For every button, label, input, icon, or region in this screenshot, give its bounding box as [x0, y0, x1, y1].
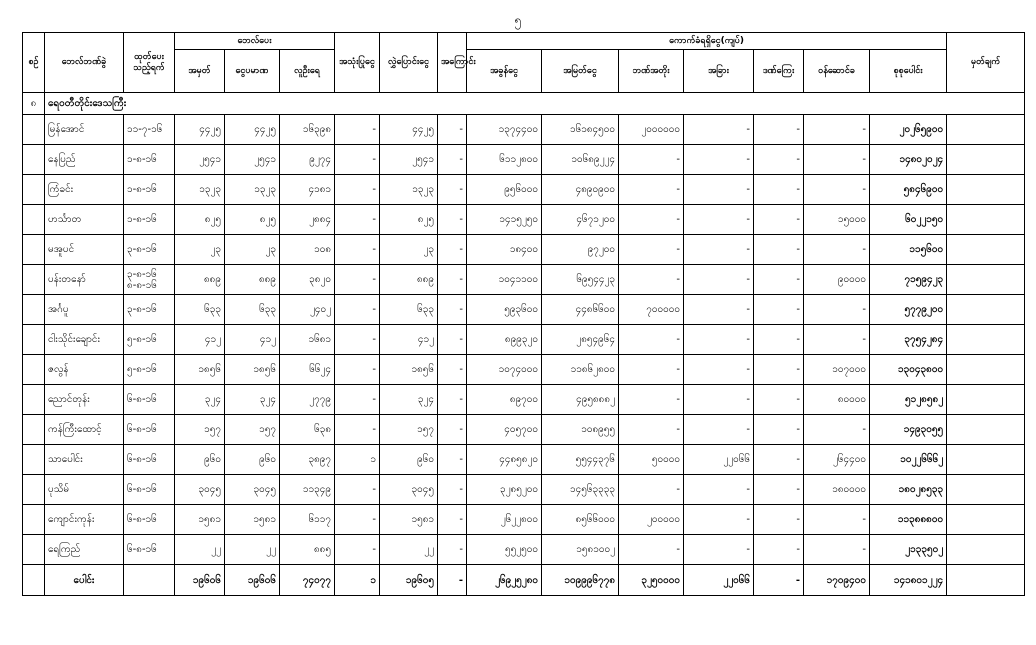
issue-date: ၆-၈-၁၆ — [124, 505, 175, 535]
cell-a4: - — [684, 325, 754, 355]
totals-a2: ၁၀၉၉၉၆၇၇၈ — [542, 565, 619, 596]
table-row — [23, 355, 1025, 385]
totals-row — [23, 565, 1025, 596]
cell-c1: ၈၂၅ — [175, 205, 225, 235]
header-total: စုစုပေါင်း — [870, 50, 947, 93]
totals-label: ပေါင်း — [45, 565, 124, 596]
cell-c3: ၁၀၈ — [280, 235, 335, 265]
cell-a4: - — [684, 535, 754, 565]
header-a2: အမြတ်ငွေ — [542, 50, 619, 93]
totals-a1: ၂၆၉၂၅၂၈၀ — [467, 565, 542, 596]
cell-a3: - — [619, 385, 684, 415]
cell-total: ၆၀၂၂၁၅၀ — [870, 205, 947, 235]
cell-c1: ၁၃၂၃ — [175, 175, 225, 205]
table-row — [23, 145, 1025, 175]
cell-c6: - — [438, 295, 467, 325]
cell-total: ၁၈၀၂၈၅၃၃ — [870, 475, 947, 505]
branch-name: ဟင်္သာတ — [45, 205, 124, 235]
cell-a6: - — [804, 145, 870, 175]
table-row — [23, 265, 1025, 295]
header-used-amt: အသုံးပြုငွေ — [335, 33, 380, 93]
cell-c1: ၂၂ — [175, 535, 225, 565]
cell-c5: ၈၈၉ — [380, 265, 438, 295]
cell-c5: ၁၈၅၆ — [380, 355, 438, 385]
cell-c1: ၂၅၄၁ — [175, 145, 225, 175]
issue-date: ၁-၈-၁၆ — [124, 145, 175, 175]
cell-c4: - — [335, 145, 380, 175]
cell-a5: - — [754, 415, 804, 445]
branch-name: ကန်ကြီးထောင့် — [45, 415, 124, 445]
cell-c1: ၄၄၂၅ — [175, 115, 225, 145]
issue-date: ၃-၈-၁၆ — [124, 295, 175, 325]
cell-c4: - — [335, 175, 380, 205]
cell-a6: ၁၈၀၀၀၀ — [804, 475, 870, 505]
cell-remark — [947, 535, 1025, 565]
cell-c2: ၁၃၂၃ — [225, 175, 280, 205]
issue-date: ၆-၈-၁၆ — [124, 535, 175, 565]
cell-remark — [947, 445, 1025, 475]
section-title: ရေဝတီတိုင်းဒေသကြီး — [45, 93, 1025, 115]
cell-a2: ၂၈၅၄၉၆၄ — [542, 325, 619, 355]
cell-c3: ၃၈၉၇ — [280, 445, 335, 475]
cell-c3: ၁၆၃၉၈ — [280, 115, 335, 145]
cell-c6: - — [438, 385, 467, 415]
cell-remark — [947, 145, 1025, 175]
table-row — [23, 235, 1025, 265]
cell-a2: ၁၁၈၆၂၈၀၀ — [542, 355, 619, 385]
cell-remark — [947, 235, 1025, 265]
header-branch: ဘေလ်ဘဏ်ခွဲ — [45, 33, 124, 93]
table-row — [23, 175, 1025, 205]
cell-a5: - — [754, 535, 804, 565]
branch-name: ဇလွန် — [45, 355, 124, 385]
cell-a3: - — [619, 175, 684, 205]
cell-c4: ၁ — [335, 445, 380, 475]
header-serial: စဉ် — [23, 33, 45, 93]
header-amounts-group: ကောက်ခံရရှိငွေ(ကျပ်) — [467, 33, 947, 50]
cell-total: ၅၁၂၈၅၈၂ — [870, 385, 947, 415]
issue-date: ၃-၈-၁၆ ၈-၈-၁၆ — [124, 265, 175, 295]
totals-a3: ၃၂၅၀၀၀၀ — [619, 565, 684, 596]
branch-name: ညောင်တုန်း — [45, 385, 124, 415]
cell-a2: ၁၀၆၈၉၂၂၄ — [542, 145, 619, 175]
header-a5: ဒဏ်ကြေး — [754, 50, 804, 93]
cell-c6: - — [438, 325, 467, 355]
cell-c5: ၄၄၂၅ — [380, 115, 438, 145]
table-row — [23, 505, 1025, 535]
cell-a5: - — [754, 205, 804, 235]
section-number: ၈ — [23, 93, 45, 115]
cell-c1: ၃၀၄၅ — [175, 475, 225, 505]
cell-c3: ၁၆၈၁ — [280, 325, 335, 355]
cell-c3: ၂၄၀၂ — [280, 295, 335, 325]
cell-a6: ၁၀၇၀၀၀ — [804, 355, 870, 385]
cell-a1: ၉၅၆၀၀၀ — [467, 175, 542, 205]
cell-a6: - — [804, 175, 870, 205]
cell-a6: - — [804, 295, 870, 325]
branch-name: နေပြည် — [45, 145, 124, 175]
cell-a4: - — [684, 415, 754, 445]
cell-c4: - — [335, 115, 380, 145]
cell-a6: - — [804, 535, 870, 565]
cell-a5: - — [754, 235, 804, 265]
cell-remark — [947, 475, 1025, 505]
cell-a1: ၅၉၃၆၀၀ — [467, 295, 542, 325]
cell-remark — [947, 265, 1025, 295]
cell-total: ၃၇၅၄၂၈၄ — [870, 325, 947, 355]
cell-a4: - — [684, 205, 754, 235]
cell-c2: ၄၁၂ — [225, 325, 280, 355]
cell-remark — [947, 415, 1025, 445]
cell-c4: - — [335, 505, 380, 535]
cell-c3: ၆၆၂၄ — [280, 355, 335, 385]
cell-a3: - — [619, 145, 684, 175]
branch-name: သာပေါင်း — [45, 445, 124, 475]
issue-date: ၆-၈-၁၆ — [124, 415, 175, 445]
cell-c3: ၄၁၈၁ — [280, 175, 335, 205]
cell-c6: - — [438, 505, 467, 535]
cell-c2: ၈၂၅ — [225, 205, 280, 235]
cell-a3: ၇၀၀၀၀၀ — [619, 295, 684, 325]
cell-c2: ၃၀၄၅ — [225, 475, 280, 505]
cell-c6: - — [438, 145, 467, 175]
header-row-1 — [23, 33, 1025, 50]
branch-name: မအူပင် — [45, 235, 124, 265]
cell-a3: ၂၀၀၀၀၀၀ — [619, 115, 684, 145]
cell-a2: ၄၉၅၈၈၈၂ — [542, 385, 619, 415]
cell-a6: - — [804, 505, 870, 535]
cell-a3: - — [619, 325, 684, 355]
totals-a6: ၁၇၀၉၄၀၀ — [804, 565, 870, 596]
cell-a4: ၂၂၀၆၆ — [684, 445, 754, 475]
issue-date: ၃-၈-၁၆ — [124, 235, 175, 265]
cell-a2: ၉၇၂၀၀ — [542, 235, 619, 265]
issue-date: ၁-၈-၁၆ — [124, 205, 175, 235]
cell-total: ၂၀၂၆၅၉၀၀ — [870, 115, 947, 145]
cell-a2: ၅၅၄၄၃၇၆ — [542, 445, 619, 475]
cell-a6: ၉၀၀၀၀ — [804, 265, 870, 295]
cell-a1: ၁၄၁၅၂၅၀ — [467, 205, 542, 235]
cell-c3: ၆၃၈ — [280, 415, 335, 445]
header-a6: ဝန်ဆောင်ခ — [804, 50, 870, 93]
cell-c1: ၆၃၃ — [175, 295, 225, 325]
cell-c4: - — [335, 355, 380, 385]
cell-c6: - — [438, 535, 467, 565]
header-bonds-amt: ငွေပမာဏ — [225, 50, 280, 93]
cell-a1: ၂၆၂၂၈၀၀ — [467, 505, 542, 535]
cell-a4: - — [684, 115, 754, 145]
branch-name: မြန်အောင် — [45, 115, 124, 145]
cell-c4: - — [335, 235, 380, 265]
cell-c2: ၆၃၃ — [225, 295, 280, 325]
cell-a1: ၈၉၉၃၂၀ — [467, 325, 542, 355]
cell-total: ၁၄၉၃၀၅၅ — [870, 415, 947, 445]
header-remark: မှတ်ချက် — [947, 33, 1025, 93]
issue-date: ၁-၈-၁၆ — [124, 175, 175, 205]
cell-c6: - — [438, 475, 467, 505]
branch-name: ကျောင်းကုန်း — [45, 505, 124, 535]
cell-c2: ၂၃ — [225, 235, 280, 265]
totals-c3: ၇၄၀၇၇ — [280, 565, 335, 596]
cell-c3: ၂၈၈၄ — [280, 205, 335, 235]
table-row — [23, 385, 1025, 415]
cell-c6: - — [438, 205, 467, 235]
cell-a2: ၁၄၅၆၃၃၃၃ — [542, 475, 619, 505]
cell-total: ၅၇၇၉၂၀၀ — [870, 295, 947, 325]
totals-remark — [947, 565, 1025, 596]
table-row — [23, 415, 1025, 445]
cell-a4: - — [684, 175, 754, 205]
cell-c6: - — [438, 175, 467, 205]
table-row — [23, 115, 1025, 145]
issue-date: ၆-၈-၁၆ — [124, 385, 175, 415]
cell-total: ၂၁၃၃၅၀၂ — [870, 535, 947, 565]
cell-c4: - — [335, 385, 380, 415]
cell-a5: - — [754, 325, 804, 355]
cell-c5: ၁၃၂၃ — [380, 175, 438, 205]
cell-c2: ၂၂ — [225, 535, 280, 565]
branch-name: အင်္ဂပူ — [45, 295, 124, 325]
cell-a3: ၅၀၀၀၀ — [619, 445, 684, 475]
branch-name: ပုသိမ် — [45, 475, 124, 505]
cell-a3: - — [619, 415, 684, 445]
cell-total: ၅၈၄၆၉၀၀ — [870, 175, 947, 205]
cell-a5: - — [754, 295, 804, 325]
cell-c2: ၈၈၉ — [225, 265, 280, 295]
cell-c5: ၂၃ — [380, 235, 438, 265]
cell-a4: - — [684, 475, 754, 505]
cell-total: ၁၁၅၆၀၀ — [870, 235, 947, 265]
totals-c2: ၁၉၆၀၆ — [225, 565, 280, 596]
header-bonds-people: လူဦးရေ — [280, 50, 335, 93]
cell-remark — [947, 505, 1025, 535]
totals-c6: - — [438, 565, 467, 596]
table-row — [23, 445, 1025, 475]
cell-a1: ၁၀၇၄၀၀၀ — [467, 355, 542, 385]
cell-a5: - — [754, 265, 804, 295]
cell-c5: ၃၂၄ — [380, 385, 438, 415]
cell-a4: - — [684, 355, 754, 385]
cell-c4: - — [335, 265, 380, 295]
cell-c6: - — [438, 235, 467, 265]
cell-total: ၇၁၅၉၄၂၃ — [870, 265, 947, 295]
cell-a5: - — [754, 355, 804, 385]
cell-a6: ၈၀၀၀၀ — [804, 385, 870, 415]
cell-a6: - — [804, 235, 870, 265]
cell-c3: ၁၁၃၄၉ — [280, 475, 335, 505]
cell-a4: - — [684, 235, 754, 265]
cell-c2: ၃၂၄ — [225, 385, 280, 415]
cell-c1: ၁၈၅၆ — [175, 355, 225, 385]
cell-remark — [947, 115, 1025, 145]
cell-a3: - — [619, 205, 684, 235]
cell-a1: ၈၉၇၀၀ — [467, 385, 542, 415]
header-issue-date: ထုတ်ပေးသည့်ရက် — [124, 33, 175, 93]
cell-c4: - — [335, 475, 380, 505]
cell-a3: - — [619, 535, 684, 565]
cell-c2: ၂၅၄၁ — [225, 145, 280, 175]
cell-a2: ၈၅၆၆၀၀၀ — [542, 505, 619, 535]
cell-a4: - — [684, 505, 754, 535]
issue-date: ၆-၈-၁၆ — [124, 475, 175, 505]
cell-a6: - — [804, 115, 870, 145]
cell-a6: - — [804, 325, 870, 355]
totals-grand: ၁၄၁၈၀၁၂၂၄ — [870, 565, 947, 596]
cell-remark — [947, 355, 1025, 385]
cell-remark — [947, 295, 1025, 325]
header-a4: အခြား — [684, 50, 754, 93]
cell-c3: ၆၁၁၇ — [280, 505, 335, 535]
cell-c3: ၈၈၅ — [280, 535, 335, 565]
header-reason: အကြောင်း — [438, 33, 467, 93]
cell-total: ၁၁၃၈၈၈၀၀ — [870, 505, 947, 535]
cell-a1: ၄၄၈၅၈၂၀ — [467, 445, 542, 475]
cell-a2: ၆၉၅၄၄၂၃ — [542, 265, 619, 295]
issue-date: ၅-၈-၁၆ — [124, 325, 175, 355]
cell-remark — [947, 175, 1025, 205]
table-row — [23, 205, 1025, 235]
cell-c4: - — [335, 205, 380, 235]
cell-a5: - — [754, 115, 804, 145]
cell-c6: - — [438, 355, 467, 385]
cell-c5: ၂၂ — [380, 535, 438, 565]
cell-a6: - — [804, 415, 870, 445]
cell-c4: - — [335, 415, 380, 445]
cell-c1: ၄၁၂ — [175, 325, 225, 355]
cell-c4: - — [335, 295, 380, 325]
cell-a2: ၁၅၈၁၀၀၂ — [542, 535, 619, 565]
cell-c6: - — [438, 265, 467, 295]
page-number: ၅ — [514, 13, 522, 27]
cell-c5: ၉၆၀ — [380, 445, 438, 475]
cell-a5: - — [754, 475, 804, 505]
cell-c5: ၄၁၂ — [380, 325, 438, 355]
cell-a4: - — [684, 265, 754, 295]
cell-a6: ၁၅၀၀၀ — [804, 205, 870, 235]
cell-c5: ၈၂၅ — [380, 205, 438, 235]
cell-c1: ၉၆၀ — [175, 445, 225, 475]
cell-c5: ၁၅၇ — [380, 415, 438, 445]
cell-a3: - — [619, 265, 684, 295]
cell-a1: ၆၁၁၂၈၀၀ — [467, 145, 542, 175]
cell-total: ၁၄၈၀၂၀၂၄ — [870, 145, 947, 175]
cell-a1: ၁၃၇၄၄၀၀ — [467, 115, 542, 145]
branch-name: ရေကြည် — [45, 535, 124, 565]
header-a3: ဘဏ်အတိုး — [619, 50, 684, 93]
cell-c6: - — [438, 445, 467, 475]
cell-a1: ၃၂၈၅၂၀၀ — [467, 475, 542, 505]
cell-c1: ၁၅၈၁ — [175, 505, 225, 535]
cell-a5: - — [754, 445, 804, 475]
cell-c2: ၁၅၇ — [225, 415, 280, 445]
cell-c4: - — [335, 535, 380, 565]
revenue-table — [22, 32, 1025, 596]
issue-date: ၆-၈-၁၆ — [124, 445, 175, 475]
cell-a3: - — [619, 355, 684, 385]
issue-date: ၁၁-၇-၁၆ — [124, 115, 175, 145]
cell-c3: ၂၇၇၉ — [280, 385, 335, 415]
totals-c5: ၁၉၆၀၅ — [380, 565, 438, 596]
cell-c1: ၃၂၄ — [175, 385, 225, 415]
cell-a2: ၄၆၇၁၂၀၀ — [542, 205, 619, 235]
cell-c1: ၁၅၇ — [175, 415, 225, 445]
cell-c5: ၃၀၄၅ — [380, 475, 438, 505]
cell-c5: ၆၃၃ — [380, 295, 438, 325]
cell-a6: ၂၆၄၄၀၀ — [804, 445, 870, 475]
header-bonds-no: အမှတ် — [175, 50, 225, 93]
branch-name: ပန်းတနော် — [45, 265, 124, 295]
cell-c3: ၉၂၇၄ — [280, 145, 335, 175]
cell-c2: ၁၈၅၆ — [225, 355, 280, 385]
cell-c5: ၁၅၈၁ — [380, 505, 438, 535]
totals-a5: - — [754, 565, 804, 596]
cell-c1: ၈၈၉ — [175, 265, 225, 295]
totals-a4: ၂၂၀၆၆ — [684, 565, 754, 596]
cell-remark — [947, 205, 1025, 235]
branch-name: ကြံခင်း — [45, 175, 124, 205]
cell-a4: - — [684, 295, 754, 325]
cell-remark — [947, 385, 1025, 415]
cell-c3: ၃၈၂၀ — [280, 265, 335, 295]
cell-c5: ၂၅၄၁ — [380, 145, 438, 175]
cell-c4: - — [335, 325, 380, 355]
cell-a5: - — [754, 145, 804, 175]
cell-a4: - — [684, 385, 754, 415]
cell-a2: ၄၈၉၀၉၀၀ — [542, 175, 619, 205]
cell-a5: - — [754, 385, 804, 415]
header-bonds-group: ဘေလ်ပေး — [175, 33, 335, 50]
cell-c2: ၄၄၂၅ — [225, 115, 280, 145]
totals-c1: ၁၉၆၀၆ — [175, 565, 225, 596]
cell-a5: - — [754, 175, 804, 205]
cell-c2: ၁၅၈၁ — [225, 505, 280, 535]
cell-c1: ၂၃ — [175, 235, 225, 265]
cell-a1: ၅၅၂၅၀၀ — [467, 535, 542, 565]
branch-name: ငါးသိုင်းချောင်း — [45, 325, 124, 355]
cell-c6: - — [438, 115, 467, 145]
cell-a2: ၁၀၈၉၅၅ — [542, 415, 619, 445]
cell-total: ၁၃၀၄၃၈၀၀ — [870, 355, 947, 385]
table-row — [23, 325, 1025, 355]
cell-remark — [947, 325, 1025, 355]
cell-a3: - — [619, 475, 684, 505]
table-row — [23, 295, 1025, 325]
cell-a1: ၄၀၅၇၀၀ — [467, 415, 542, 445]
cell-a3: - — [619, 235, 684, 265]
section-row — [23, 93, 1025, 115]
table-row — [23, 475, 1025, 505]
table-row — [23, 535, 1025, 565]
cell-a1: ၁၈၄၀၀ — [467, 235, 542, 265]
cell-a5: - — [754, 505, 804, 535]
header-a1: အခွန်ငွေ — [467, 50, 542, 93]
cell-a2: ၁၆၁၈၄၅၀၀ — [542, 115, 619, 145]
header-transfer-amt: လွှဲပြောင်းငွေ — [380, 33, 438, 93]
cell-a3: ၂၀၀၀၀၀ — [619, 505, 684, 535]
cell-total: ၁၀၂၂၆၆၆၂ — [870, 445, 947, 475]
issue-date: ၅-၈-၁၆ — [124, 355, 175, 385]
cell-a2: ၄၄၈၆၆၀၀ — [542, 295, 619, 325]
cell-a4: - — [684, 145, 754, 175]
cell-c2: ၉၆၀ — [225, 445, 280, 475]
cell-a1: ၁၀၄၁၁၀၀ — [467, 265, 542, 295]
totals-c4: ၁ — [335, 565, 380, 596]
cell-c6: - — [438, 415, 467, 445]
